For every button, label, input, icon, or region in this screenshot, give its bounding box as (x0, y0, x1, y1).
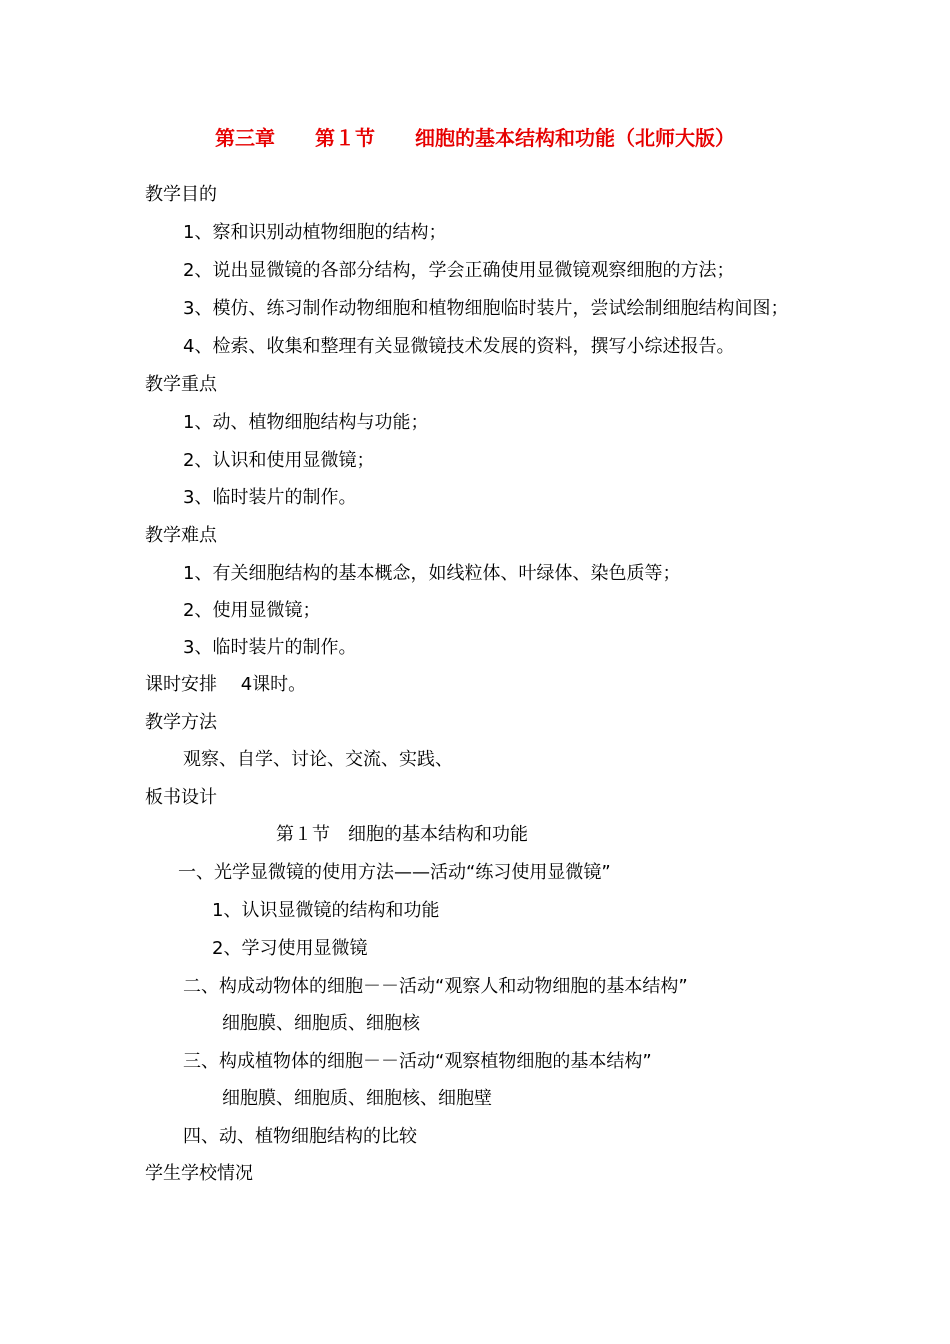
document-title: 第三章 第１节 细胞的基本结构和功能（北师大版） (215, 126, 735, 150)
methods-text: 观察、自学、讨论、交流、实践、 (183, 749, 453, 770)
objective-item: 4、检索、收集和整理有关显微镜技术发展的资料，撰写小综述报告。 (183, 336, 735, 357)
board-section-4: 四、动、植物细胞结构的比较 (183, 1126, 417, 1147)
board-section-3-text: 细胞膜、细胞质、细胞核、细胞壁 (222, 1088, 492, 1109)
difficulty-item: 3、临时装片的制作。 (183, 637, 357, 658)
board-section-1-item: 1、认识显微镜的结构和功能 (212, 900, 440, 921)
objective-item: 3、模仿、练习制作动物细胞和植物细胞临时装片，尝试绘制细胞结构间图； (183, 298, 789, 319)
key-point-item: 3、临时装片的制作。 (183, 487, 357, 508)
difficulties-heading: 教学难点 (145, 525, 217, 546)
objectives-heading: 教学目的 (145, 184, 217, 205)
board-section-3: 三、构成植物体的细胞－－活动“观察植物细胞的基本结构” (183, 1051, 652, 1072)
board-section-2-text: 细胞膜、细胞质、细胞核 (222, 1013, 420, 1034)
board-section-1-item: 2、学习使用显微镜 (212, 938, 368, 959)
board-subtitle: 第１节 细胞的基本结构和功能 (276, 824, 528, 845)
student-situation-heading: 学生学校情况 (145, 1163, 253, 1184)
methods-heading: 教学方法 (145, 712, 217, 733)
key-point-item: 1、动、植物细胞结构与功能； (183, 412, 429, 433)
key-point-item: 2、认识和使用显微镜； (183, 450, 375, 471)
schedule-line: 课时安排 4课时。 (145, 674, 307, 695)
key-points-heading: 教学重点 (145, 374, 217, 395)
board-section-1: 一、光学显微镜的使用方法——活动“练习使用显微镜” (178, 862, 611, 883)
board-section-2: 二、构成动物体的细胞－－活动“观察人和动物细胞的基本结构” (183, 976, 688, 997)
board-heading: 板书设计 (145, 787, 217, 808)
difficulty-item: 2、使用显微镜； (183, 600, 321, 621)
objective-item: 2、说出显微镜的各部分结构，学会正确使用显微镜观察细胞的方法； (183, 260, 735, 281)
difficulty-item: 1、有关细胞结构的基本概念，如线粒体、叶绿体、染色质等； (183, 563, 681, 584)
objective-item: 1、察和识别动植物细胞的结构； (183, 222, 447, 243)
